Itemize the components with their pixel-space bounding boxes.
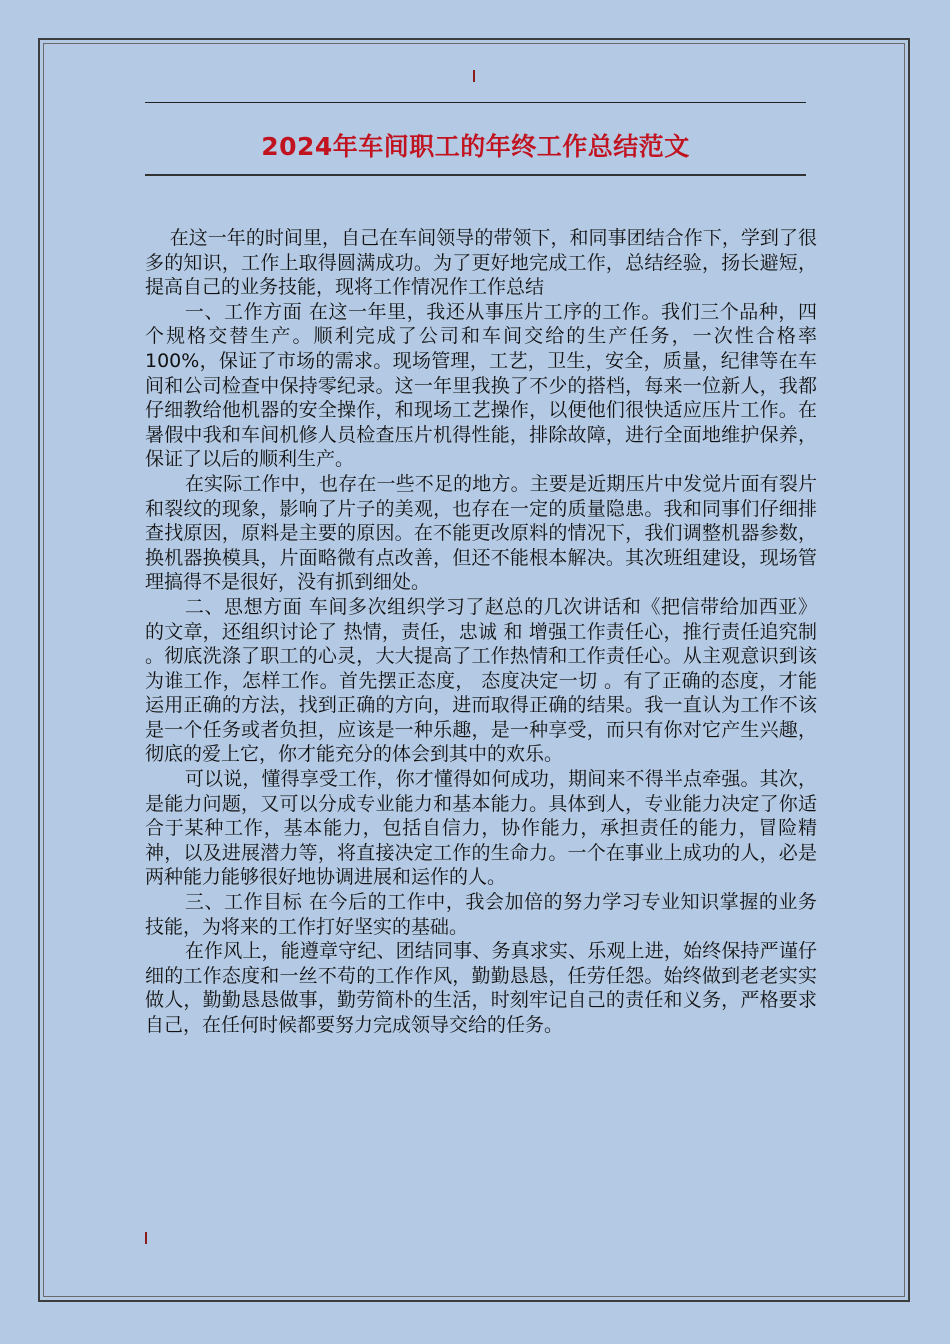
paragraph-enjoy-work: 可以说，懂得享受工作，你才懂得如何成功，期间来不得半点牵强。其次，是能力问题，又可以分成专业能力和基本能力。具体到人，专业能力决定了你适合于某种工作，基本能力，包括自信力，协作能力，承担责任的能力，冒险精神，以及进展潜力等，将直接决定工作的生命力。一个在事业上成功的人，必是两种能力能够很好地协调进展和运作的人。: [145, 768, 817, 889]
document-body: [145, 226, 817, 1038]
title-underline: [145, 174, 806, 176]
paragraph-work: 一、工作方面 在这一年里，我还从事压片工序的工作。我们三个品种，四个规格交替生产。顺利完成了公司和车间交给的生产任务，一次性合格率 100%，保证了市场的需求。现场管理，工艺，卫生，安全，质量，纪律等在车间和公司检查中保持零纪录。这一年里我换了不少的搭档，每来一位新人，我都仔细教给他机器的安全操作，和现场工艺操作，以便他们很快适应压片工作。在暑假中我和车间机修人员检查压片机得性能，排除故障，进行全面地维护保养，保证了以后的顺利生产。: [145, 300, 817, 471]
paragraph-style: 在作风上，能遵章守纪、团结同事、务真求实、乐观上进，始终保持严谨仔细的工作态度和一丝不苟的工作作风，勤勤恳恳，任劳任怨。始终做到老老实实做人，勤勤恳恳做事，勤劳简朴的生活，时刻牢记自己的责任和义务，严格要求自己，在任何时候都要努力完成领导交给的任务。: [145, 940, 817, 1036]
footer-mark: [145, 1232, 147, 1244]
document-title: 2024年车间职工的年终工作总结范文: [261, 132, 690, 161]
paragraph-goals: 三、工作目标 在今后的工作中，我会加倍的努力学习专业知识掌握的业务技能，为将来的工作打好坚实的基础。: [145, 891, 817, 938]
header-mark: [473, 70, 475, 82]
paragraph-thinking: 二、思想方面 车间多次组织学习了赵总的几次讲话和《把信带给加西亚》的文章，还组织讨论了 热情，责任，忠诚 和 增强工作责任心，推行责任追究制 。彻底洗涤了职工的心灵，大大提高了工作热情和工作责任心。从主观意识到该为谁工作，怎样工作。首先摆正态度， 态度决定一切 。有了正确的态度，才能运用正确的方法，找到正确的方向，进而取得正确的结果。我一直认为工作不该是一个任务或者负担，应该是一种乐趣，是一种享受，而只有你对它产生兴趣，彻底的爱上它，你才能充分的体会到其中的欢乐。: [145, 595, 817, 766]
paragraph-intro: 在这一年的时间里，自己在车间领导的带领下，和同事团结合作下，学到了很多的知识，工作上取得圆满成功。为了更好地完成工作，总结经验，扬长避短，提高自己的业务技能，现将工作情况作工作总结: [145, 227, 817, 299]
paragraph-shortcomings: 在实际工作中，也存在一些不足的地方。主要是近期压片中发觉片面有裂片和裂纹的现象，影响了片子的美观，也存在一定的质量隐患。我和同事们仔细排查找原因，原料是主要的原因。在不能更改原料的情况下，我们调整机器参数，换机器换模具，片面略微有点改善，但还不能根本解决。其次班组建设，现场管理搞得不是很好，没有抓到细处。: [145, 472, 817, 594]
header-rule: [145, 102, 806, 103]
